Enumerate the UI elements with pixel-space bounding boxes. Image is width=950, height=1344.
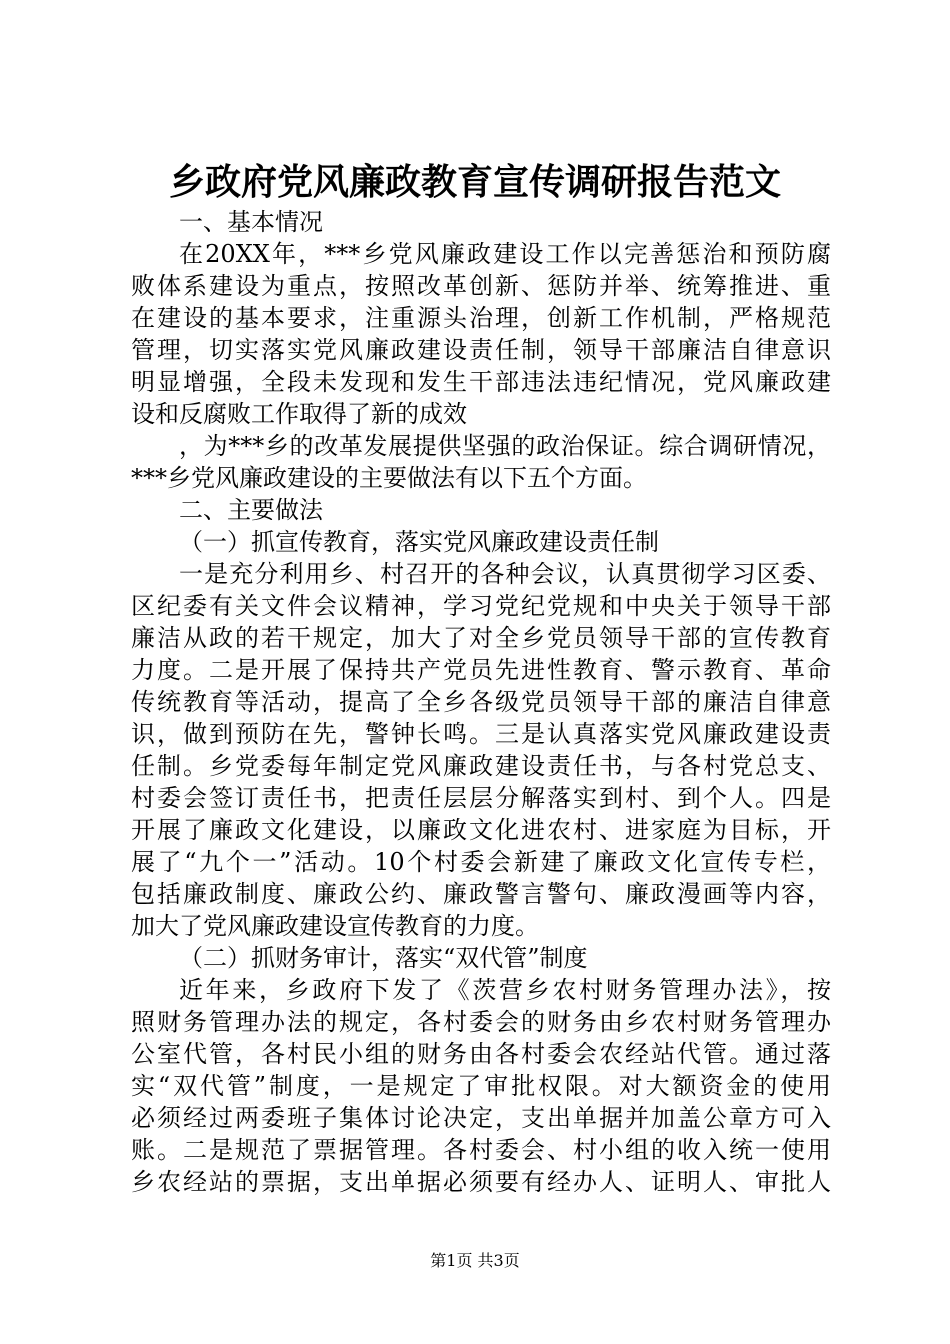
text-line: 廉洁从政的若干规定，加大了对全乡党员领导干部的宣传教育	[131, 624, 831, 652]
text-line: 加大了党风廉政建设宣传教育的力度。	[131, 912, 539, 940]
document-body	[131, 206, 831, 1198]
text-line: 明显增强，全段未发现和发生干部违法违纪情况，党风廉政建	[131, 368, 831, 396]
text-line: 区纪委有关文件会议精神，学习党纪党规和中央关于领导干部	[131, 592, 831, 620]
text-line: 乡农经站的票据，支出单据必须要有经办人、证明人、审批人	[131, 1168, 831, 1196]
text-line: 败体系建设为重点，按照改革创新、惩防并举、统筹推进、重	[131, 272, 831, 300]
text-line: 设和反腐败工作取得了新的成效	[131, 400, 467, 428]
text-line: ，为***乡的改革发展提供坚强的政治保证。综合调研情况，	[179, 432, 831, 460]
text-line: 在20XX年，***乡党风廉政建设工作以完善惩治和预防腐	[179, 240, 831, 268]
document-title: 乡政府党风廉政教育宣传调研报告范文	[168, 161, 781, 203]
text-line: 实“双代管”制度，一是规定了审批权限。对大额资金的使用	[131, 1072, 831, 1100]
text-line: 账。二是规范了票据管理。各村委会、村小组的收入统一使用	[131, 1136, 831, 1164]
text-line: 一是充分利用乡、村召开的各种会议，认真贯彻学习区委、	[179, 560, 831, 588]
text-line: 近年来，乡政府下发了《茨营乡农村财务管理办法》，按	[179, 976, 831, 1004]
text-line: 开展了廉政文化建设，以廉政文化进农村、进家庭为目标，开	[131, 816, 831, 844]
text-line: 识，做到预防在先，警钟长鸣。三是认真落实党风廉政建设责	[131, 720, 831, 748]
text-line: 传统教育等活动，提高了全乡各级党员领导干部的廉洁自律意	[131, 688, 831, 716]
text-line: 村委会签订责任书，把责任层层分解落实到村、到个人。四是	[131, 784, 831, 812]
text-line: ***乡党风廉政建设的主要做法有以下五个方面。	[131, 464, 647, 492]
text-line: （二）抓财务审计，落实“双代管”制度	[179, 944, 588, 972]
text-line: 照财务管理办法的规定，各村委会的财务由乡农村财务管理办	[131, 1008, 831, 1036]
text-line: 展了“九个一”活动。10个村委会新建了廉政文化宣传专栏，	[131, 848, 831, 876]
text-line: 一、基本情况	[179, 208, 323, 236]
text-line: 二、主要做法	[179, 496, 323, 524]
page-footer: 第1页 共3页	[430, 1251, 520, 1270]
text-line: 管理，切实落实党风廉政建设责任制，领导干部廉洁自律意识	[131, 336, 831, 364]
text-line: 公室代管，各村民小组的财务由各村委会农经站代管。通过落	[131, 1040, 831, 1068]
text-line: 任制。乡党委每年制定党风廉政建设责任书，与各村党总支、	[131, 752, 831, 780]
text-line: 力度。二是开展了保持共产党员先进性教育、警示教育、革命	[131, 656, 831, 684]
text-line: 必须经过两委班子集体讨论决定，支出单据并加盖公章方可入	[131, 1104, 831, 1132]
text-line: （一）抓宣传教育，落实党风廉政建设责任制	[179, 528, 659, 556]
text-line: 包括廉政制度、廉政公约、廉政警言警句、廉政漫画等内容，	[131, 880, 831, 908]
text-line: 在建设的基本要求，注重源头治理，创新工作机制，严格规范	[131, 304, 831, 332]
